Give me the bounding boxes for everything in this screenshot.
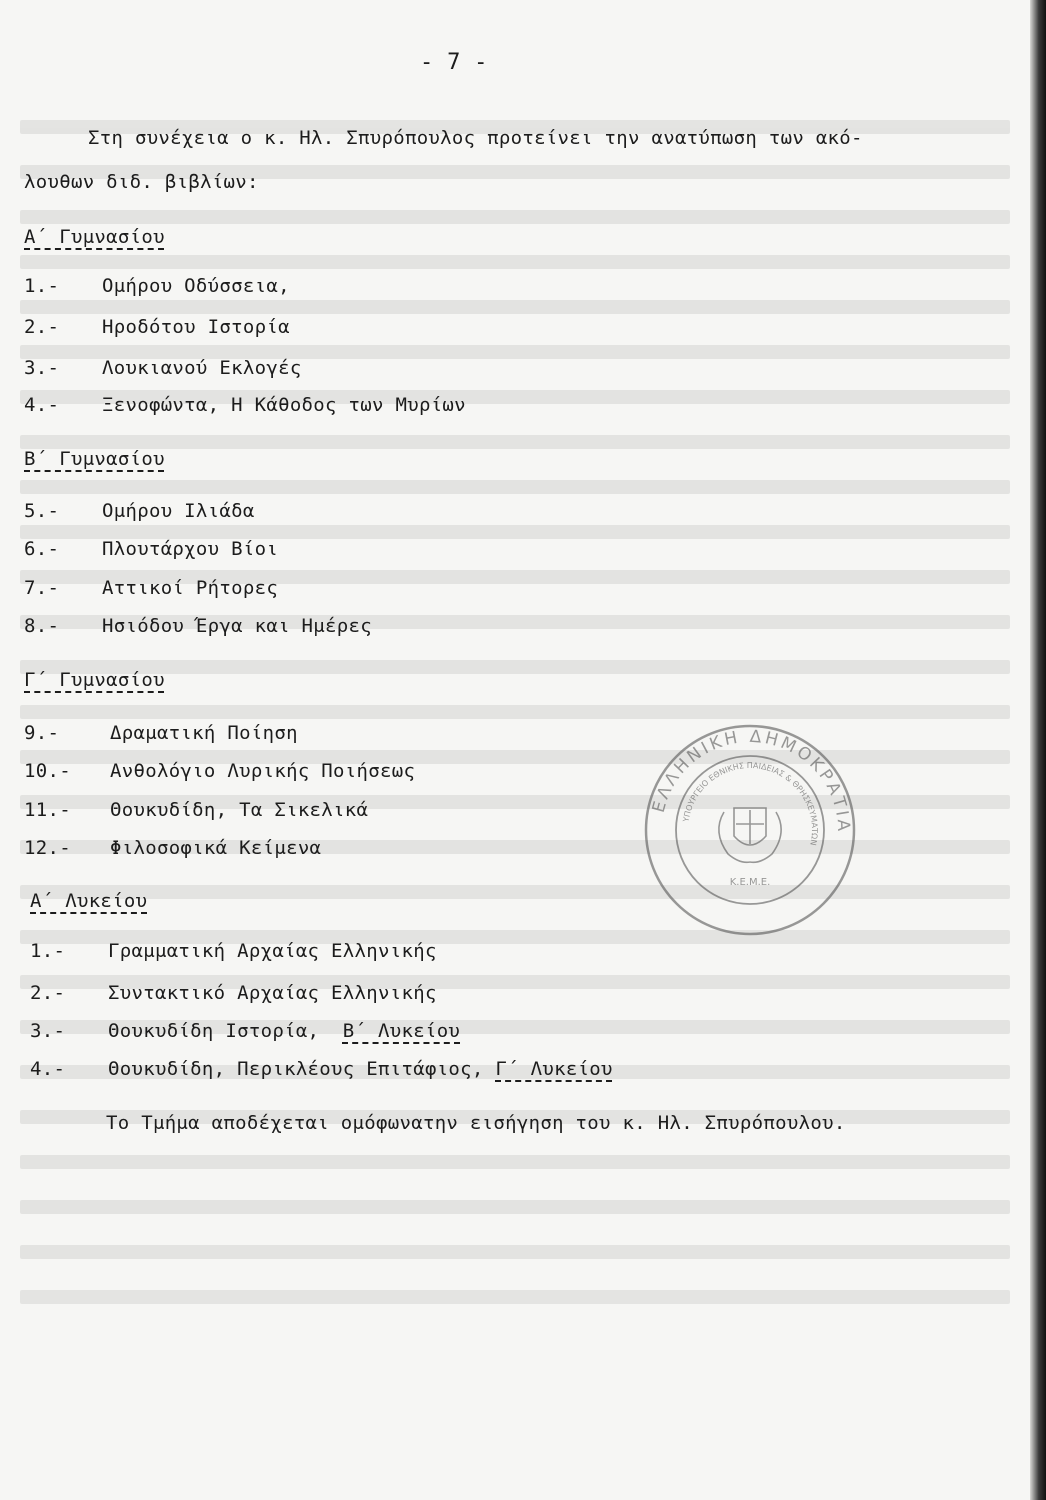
stamp-outer-text: ΕΛΛΗΝΙΚΗ ΔΗΜΟΚΡΑΤΙΑ xyxy=(648,726,854,835)
list-item xyxy=(24,357,302,379)
list-item xyxy=(24,837,321,859)
item-number: 1.- xyxy=(24,275,60,297)
item-text: Ομήρου Ιλιάδα xyxy=(102,500,255,522)
list-item xyxy=(24,316,290,338)
list-item xyxy=(24,577,278,599)
grade-note: Γ΄ Λυκείου xyxy=(495,1058,613,1080)
item-text: Φιλοσοφικά Κείμενα xyxy=(110,837,322,859)
item-number: 10.- xyxy=(24,760,71,782)
closing-sentence: Το Τμήμα αποδέχεται ομόφωνατην εισήγηση του κ. Ηλ. Σπυρόπουλου. xyxy=(106,1112,846,1134)
item-text: Θουκυδίδη Ιστορία, xyxy=(108,1020,343,1042)
item-text: Ησιόδου Έργα και Ημέρες xyxy=(102,615,372,637)
item-text: Ξενοφώντα, Η Κάθοδος των Μυρίων xyxy=(102,394,466,416)
list-item xyxy=(30,1020,460,1042)
item-text: Θουκυδίδη, Περικλέους Επιτάφιος, xyxy=(108,1058,496,1080)
item-number: 9.- xyxy=(24,722,60,744)
stamp-inner-text: ΥΠΟΥΡΓΕΙΟ ΕΘΝΙΚΗΣ ΠΑΙΔΕΙΑΣ & ΘΡΗΣΚΕΥΜΑΤΩΝ xyxy=(681,760,820,847)
item-text: Λουκιανού Εκλογές xyxy=(102,357,302,379)
list-item xyxy=(30,1058,613,1080)
item-number: 12.- xyxy=(24,837,71,859)
item-number: 2.- xyxy=(30,982,66,1004)
section-heading-a-gymnasiou: Α΄ Γυμνασίου xyxy=(24,226,165,248)
item-text: Ομήρου Οδύσσεια, xyxy=(102,275,290,297)
intro-line-1: Στη συνέχεια ο κ. Ηλ. Σπυρόπουλος προτείνει την ανατύπωση των ακό- xyxy=(88,127,863,149)
section-heading-b-gymnasiou: Β΄ Γυμνασίου xyxy=(24,448,165,470)
item-text: Δραματική Ποίηση xyxy=(110,722,298,744)
item-number: 5.- xyxy=(24,500,60,522)
item-text: Αττικοί Ρήτορες xyxy=(102,577,279,599)
scanned-page-edge xyxy=(1030,0,1046,1500)
list-item xyxy=(24,615,372,637)
section-heading-a-lykeiou: Α΄ Λυκείου xyxy=(30,890,148,912)
list-item xyxy=(24,760,415,782)
coat-of-arms-icon xyxy=(719,808,781,862)
stamp-bottom-text: Κ.Ε.Μ.Ε. xyxy=(729,877,771,888)
item-text: Συντακτικό Αρχαίας Ελληνικής xyxy=(108,982,437,1004)
list-item xyxy=(24,275,290,297)
item-text: Ανθολόγιο Λυρικής Ποιήσεως xyxy=(110,760,416,782)
item-text: Ηροδότου Ιστορία xyxy=(102,316,290,338)
list-item xyxy=(24,394,466,416)
section-heading-c-gymnasiou: Γ΄ Γυμνασίου xyxy=(24,669,165,691)
list-item xyxy=(24,500,255,522)
page-number: - 7 - xyxy=(420,50,488,75)
list-item xyxy=(30,940,437,962)
list-item xyxy=(30,982,437,1004)
official-stamp xyxy=(640,720,860,940)
item-text: Θουκυδίδη, Τα Σικελικά xyxy=(110,799,369,821)
intro-line-2: λουθων διδ. βιβλίων: xyxy=(24,171,259,193)
item-number: 11.- xyxy=(24,799,71,821)
item-number: 2.- xyxy=(24,316,60,338)
item-number: 4.- xyxy=(30,1058,66,1080)
item-number: 3.- xyxy=(24,357,60,379)
list-item xyxy=(24,722,298,744)
list-item xyxy=(24,799,368,821)
item-number: 3.- xyxy=(30,1020,66,1042)
grade-note: Β΄ Λυκείου xyxy=(342,1020,461,1042)
list-item xyxy=(24,538,278,560)
item-text: Γραμματική Αρχαίας Ελληνικής xyxy=(108,940,437,962)
item-number: 6.- xyxy=(24,538,60,560)
item-number: 4.- xyxy=(24,394,60,416)
item-number: 1.- xyxy=(30,940,66,962)
item-number: 8.- xyxy=(24,615,60,637)
item-text: Πλουτάρχου Βίοι xyxy=(102,538,279,560)
item-number: 7.- xyxy=(24,577,60,599)
